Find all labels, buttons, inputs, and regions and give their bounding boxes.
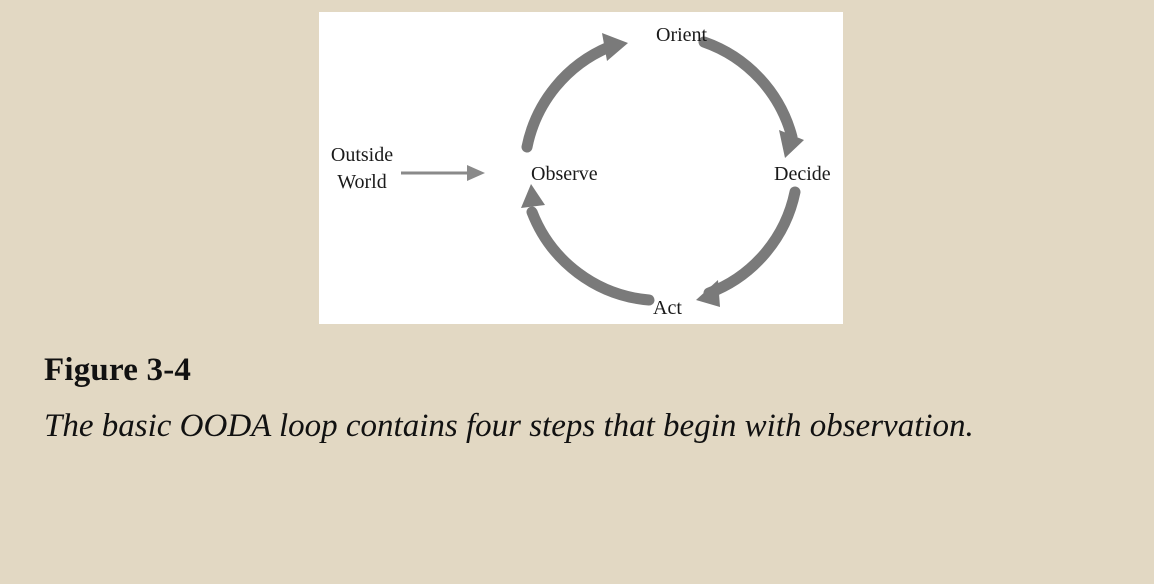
node-label-act: Act: [653, 297, 682, 319]
arrow-orient-to-decide: [704, 42, 804, 158]
arrow-outside-world-to-observe: [401, 165, 485, 181]
figure-image-panel: [319, 12, 843, 324]
figure-number: Figure 3-4: [44, 352, 192, 388]
ooda-loop-diagram: [319, 12, 843, 324]
figure-caption-text: The basic OODA loop contains four steps that begin with observation.: [44, 408, 974, 445]
arrow-observe-to-orient: [527, 33, 628, 147]
arrow-decide-to-act: [696, 192, 795, 307]
node-label-decide: Decide: [774, 163, 831, 185]
arrow-act-to-observe: [521, 184, 649, 300]
node-label-orient: Orient: [656, 24, 708, 46]
outside-world-label-line2: World: [337, 171, 387, 193]
figure-caption-block: [44, 352, 1104, 449]
outside-world-label-line1: Outside: [330, 144, 394, 166]
node-label-observe: Observe: [531, 163, 598, 185]
